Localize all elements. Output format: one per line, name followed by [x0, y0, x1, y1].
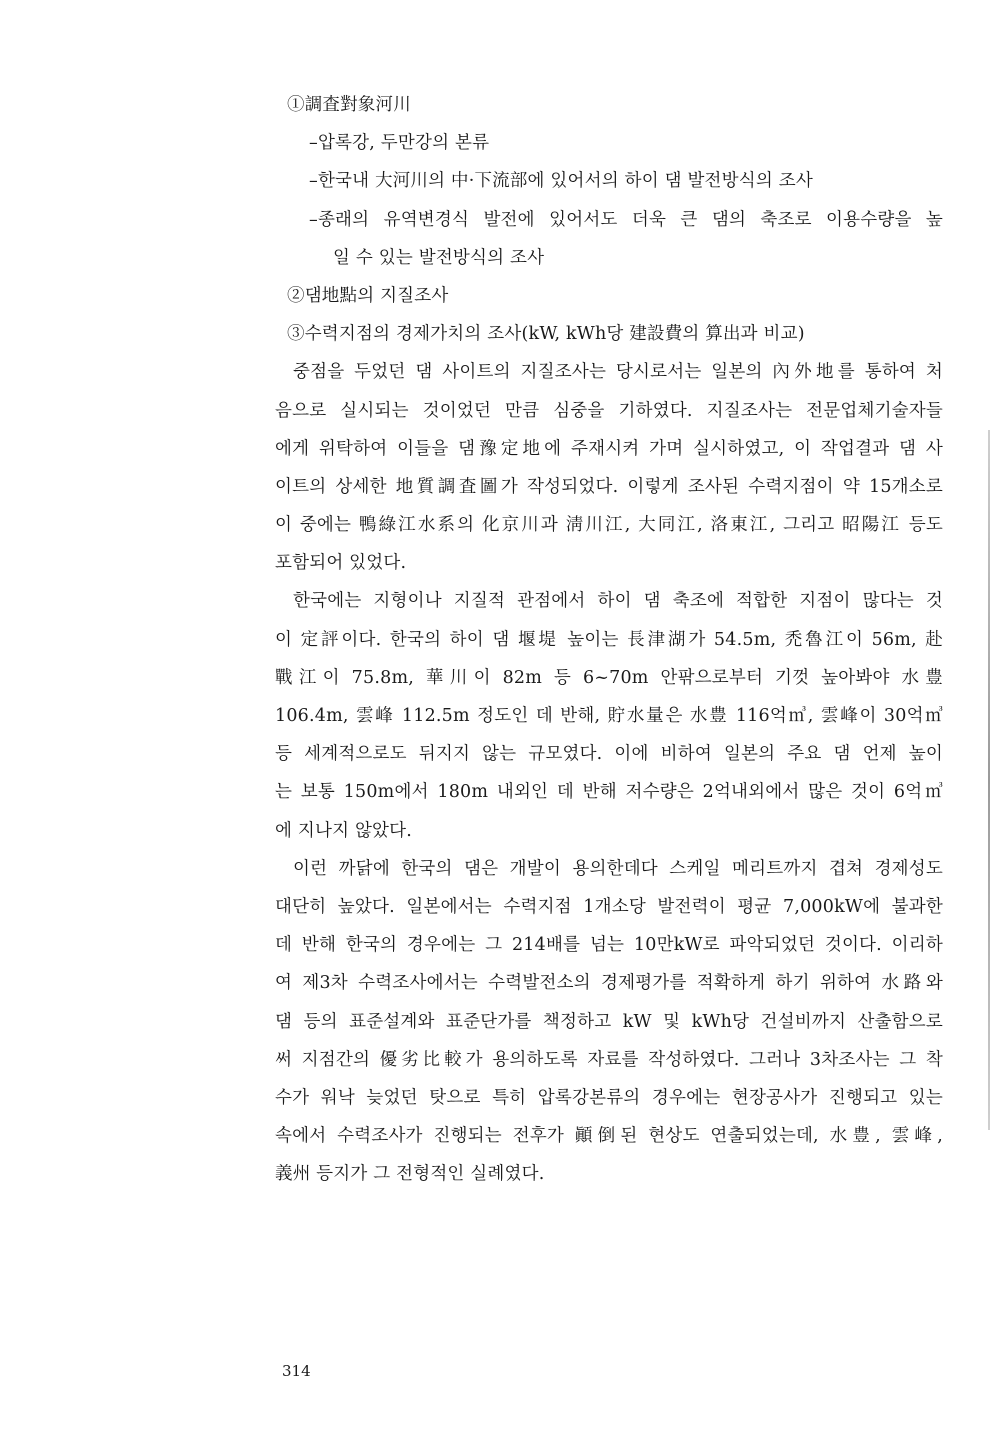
page-number: 314	[282, 1362, 311, 1380]
text-line: –종래의 유역변경식 발전에 있어서도 더욱 큰 댐의 축조로 이용수량을 높	[309, 209, 943, 230]
text-line: 이 중에는 鴨綠江水系의 化京川과 淸川江, 大同江, 洛東江, 그리고 昭陽江 등도	[275, 515, 943, 536]
text-line: 여 제3차 수력조사에서는 수력발전소의 경제평가를 적확하게 하기 위하여 水路와	[275, 973, 943, 994]
scan-edge-shadow	[988, 430, 990, 1130]
text-line: 데 반해 한국의 경우에는 그 214배를 넘는 10만kW로 파악되었던 것이다. 이리하	[275, 935, 943, 956]
text-line: 음으로 실시되는 것이었던 만큼 심중을 기하였다. 지질조사는 전문업체기술자들	[275, 400, 943, 421]
text-line: 106.4m, 雲峰 112.5m 정도인 데 반해, 貯水量은 水豊 116억㎥, 雲峰이 30억㎥	[275, 706, 943, 726]
text-line: 대단히 높았다. 일본에서는 수력지점 1개소당 발전력이 평균 7,000kW에 불과한	[275, 896, 943, 917]
text-line: 는 보통 150m에서 180m 내외인 데 반해 저수량은 2억내외에서 많은 것이 6억㎥	[275, 782, 943, 803]
text-line: –압록강, 두만강의 본류	[309, 133, 490, 154]
text-line: 이 定評이다. 한국의 하이 댐 堰堤 높이는 長津湖가 54.5m, 禿魯江이 56m, 赴	[275, 629, 943, 650]
text-line: 義州 등지가 그 전형적인 실례였다.	[275, 1164, 545, 1185]
text-line: 이런 까닭에 한국의 댐은 개발이 용의한데다 스케일 메리트까지 겹쳐 경제성도	[293, 858, 943, 879]
text-line: 한국에는 지형이나 지질적 관점에서 하이 댐 축조에 적합한 지점이 많다는 것	[293, 591, 943, 612]
body-text	[275, 86, 943, 1193]
text-line: 중점을 두었던 댐 사이트의 지질조사는 당시로서는 일본의 內外地를 통하여 처	[293, 362, 943, 383]
text-line: 포함되어 있었다.	[275, 553, 407, 574]
text-line: ③수력지점의 경제가치의 조사(kW, kWh당 建設費의 算出과 비교)	[287, 324, 805, 345]
text-line: 수가 워낙 늦었던 탓으로 특히 압록강본류의 경우에는 현장공사가 진행되고 있는	[275, 1087, 943, 1108]
text-line: 에 지나지 않았다.	[275, 820, 413, 841]
text-line: ①調査對象河川	[287, 95, 411, 115]
text-line: 에게 위탁하여 이들을 댐豫定地에 주재시켜 가며 실시하였고, 이 작업결과 댐 사	[275, 438, 943, 459]
text-line: 일 수 있는 발전방식의 조사	[333, 247, 545, 268]
text-line: 댐 등의 표준설계와 표준단가를 책정하고 kW 및 kWh당 건설비까지 산출함으로	[275, 1011, 943, 1032]
text-line: 이트의 상세한 地質調査圖가 작성되었다. 이렇게 조사된 수력지점이 약 15개소로	[275, 476, 943, 497]
text-line: 등 세계적으로도 뒤지지 않는 규모였다. 이에 비하여 일본의 주요 댐 언제 높이	[275, 744, 943, 765]
text-line: 속에서 수력조사가 진행되는 전후가 顚倒된 현상도 연출되었는데, 水豊, 雲峰,	[275, 1126, 943, 1147]
text-line: 戰江이 75.8m, 華川이 82m 등 6~70m 안팎으로부터 기껏 높아봐야 水豊	[275, 667, 943, 688]
text-line: 써 지점간의 優劣比較가 용의하도록 자료를 작성하였다. 그러나 3차조사는 그 착	[275, 1049, 943, 1070]
text-line: ②댐地點의 지질조사	[287, 285, 449, 306]
text-line: –한국내 大河川의 中·下流部에 있어서의 하이 댐 발전방식의 조사	[309, 171, 813, 192]
